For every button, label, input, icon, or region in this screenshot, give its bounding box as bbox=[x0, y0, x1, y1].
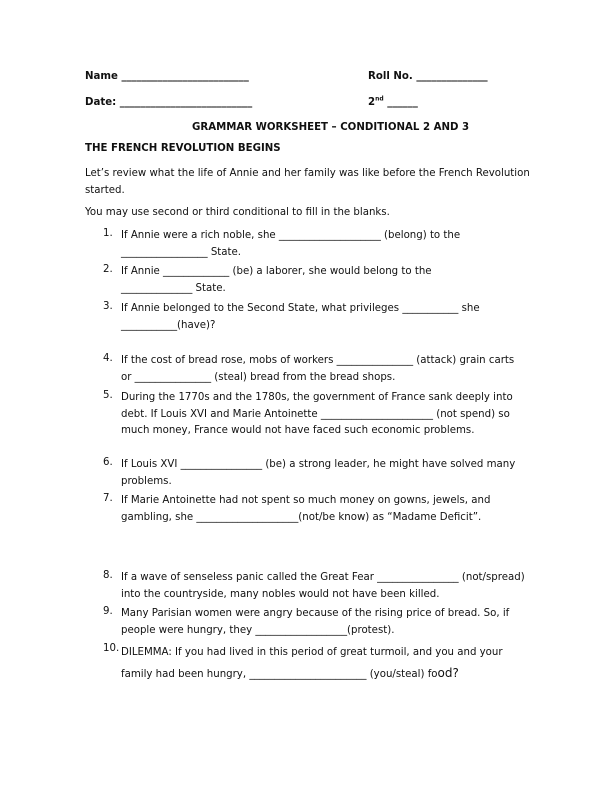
instructions: You may use second or third conditional to fill in the blanks. bbox=[85, 207, 390, 218]
question-number: 3. bbox=[103, 301, 113, 312]
intro-paragraph: Let’s review what the life of Annie and her family was like before the French Revolution started. bbox=[85, 168, 530, 196]
roll-line bbox=[368, 71, 488, 82]
question-text-tail: od? bbox=[437, 666, 459, 680]
roll-label: Roll No. bbox=[368, 71, 413, 82]
question-text: If Annie _____________ (be) a laborer, she would belong to the ______________ State. bbox=[121, 266, 432, 294]
name-label: Name bbox=[85, 71, 118, 82]
question-text: If the cost of bread rose, mobs of workers _______________ (attack) grain carts or _______________ (steal) bread from the bread shops. bbox=[121, 355, 515, 383]
question-text: If Marie Antoinette had not spent so much money on gowns, jewels, and gambling, she ____________________(not/be know) as “Madame Deficit”. bbox=[121, 495, 491, 523]
class-suffix: nd bbox=[375, 95, 384, 103]
question-number: 2. bbox=[103, 264, 113, 275]
worksheet-title: GRAMMAR WORKSHEET – CONDITIONAL 2 AND 3 bbox=[192, 122, 470, 133]
question-number: 4. bbox=[103, 353, 113, 364]
question-text: If a wave of senseless panic called the Great Fear ________________ (not/spread) into the countryside, many nobles would not have been killed. bbox=[121, 572, 525, 600]
name-line bbox=[85, 71, 249, 82]
class-line bbox=[368, 97, 418, 108]
question-text: If Louis XVI ________________ (be) a strong leader, he might have solved many problems. bbox=[121, 459, 516, 487]
question-number: 6. bbox=[103, 457, 113, 468]
date-line bbox=[85, 97, 252, 108]
question-number: 9. bbox=[103, 606, 113, 617]
question-number: 8. bbox=[103, 570, 113, 581]
question-text: Many Parisian women were angry because of the rising price of bread. So, if people were hungry, they __________________(protest). bbox=[121, 608, 510, 636]
question-number: 7. bbox=[103, 493, 113, 504]
question-number: 5. bbox=[103, 390, 113, 401]
roll-blank[interactable]: ______________ bbox=[416, 71, 488, 82]
question-number: 1. bbox=[103, 228, 113, 239]
question-text bbox=[121, 643, 526, 685]
question-text-main: DILEMMA: If you had lived in this period of great turmoil, and you and your family had been hungry, _______________________ (you/steal) fo bbox=[121, 647, 503, 680]
name-blank[interactable]: _________________________ bbox=[121, 71, 249, 82]
class-blank[interactable]: ______ bbox=[387, 97, 418, 108]
date-label: Date: bbox=[85, 97, 117, 108]
question-text: If Annie were a rich noble, she ____________________ (belong) to the _________________ State. bbox=[121, 230, 461, 258]
section-title: THE FRENCH REVOLUTION BEGINS bbox=[85, 143, 281, 154]
question-text: If Annie belonged to the Second State, what privileges ___________ she ___________(have)? bbox=[121, 303, 480, 331]
question-text: During the 1770s and the 1780s, the government of France sank deeply into debt. If Louis XVI and Marie Antoinette ______________________ (not spend) so much money, France would not have faced such economic problems. bbox=[121, 392, 513, 436]
question-number: 10. bbox=[103, 643, 120, 654]
class-number: 2 bbox=[368, 97, 376, 108]
date-blank[interactable]: __________________________ bbox=[119, 97, 253, 108]
